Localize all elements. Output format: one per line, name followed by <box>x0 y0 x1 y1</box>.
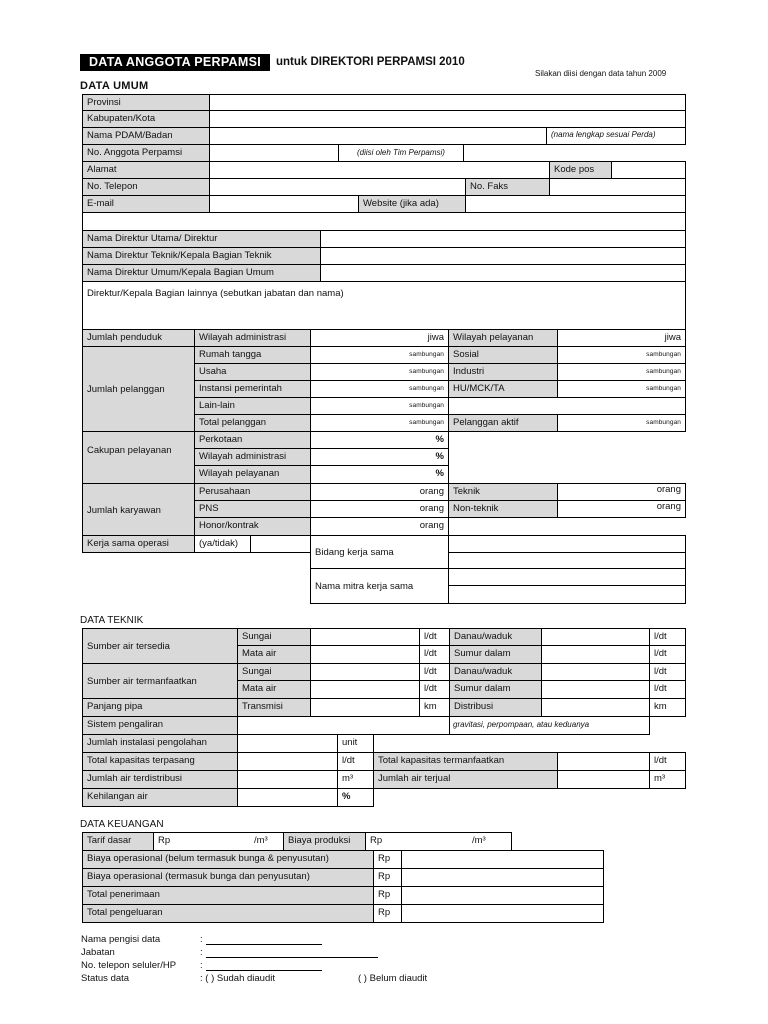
label-biaya-op-termasuk: Biaya operasional (termasuk bunga dan penyusutan) <box>82 868 374 887</box>
field-total-pengeluaran[interactable] <box>401 904 604 923</box>
field-air-terjual[interactable] <box>557 770 650 789</box>
field-mitra-1[interactable] <box>448 568 686 586</box>
label-sumber-termanfaatkan: Sumber air termanfaatkan <box>82 663 238 699</box>
label-jumlah-penduduk: Jumlah penduduk <box>82 329 195 347</box>
field-kode-pos[interactable] <box>611 161 686 179</box>
field-cakupan-perkotaan[interactable]: % <box>310 431 449 449</box>
label-rumah-tangga: Rumah tangga <box>194 346 311 364</box>
label-kapasitas-termanfaatkan: Total kapasitas termanfaatkan <box>373 752 558 771</box>
colon: : <box>200 947 203 958</box>
label-no-telepon: No. Telepon <box>82 178 210 196</box>
unit-ldt: l/dt <box>419 680 450 699</box>
field-transmisi[interactable] <box>310 698 420 717</box>
label-panjang-pipa: Panjang pipa <box>82 698 238 717</box>
field-sosial[interactable]: sambungan <box>557 346 686 364</box>
field-nama-pengisi[interactable] <box>206 944 322 945</box>
field-mata-air-tersedia[interactable] <box>310 645 420 664</box>
field-biaya-op-belum[interactable] <box>401 850 604 869</box>
field-kapasitas-terpasang[interactable] <box>237 752 338 771</box>
label-kerja-sama: Kerja sama operasi <box>82 535 195 553</box>
label-perusahaan: Perusahaan <box>194 483 311 501</box>
field-danau-tersedia[interactable] <box>541 628 650 646</box>
label-tarif-dasar: Tarif dasar <box>82 832 154 851</box>
currency-rp: Rp <box>158 835 171 846</box>
label-biaya-produksi: Biaya produksi <box>283 832 366 851</box>
instruction-note: Silakan diisi dengan data tahun 2009 <box>535 69 667 78</box>
label-kode-pos: Kode pos <box>549 161 612 179</box>
unit-ldt: l/dt <box>649 663 686 681</box>
label-total-penerimaan: Total penerimaan <box>82 886 374 905</box>
field-distribusi[interactable] <box>541 698 650 717</box>
label-wilayah-administrasi: Wilayah administrasi <box>194 329 311 347</box>
section-heading-data-keuangan: DATA KEUANGAN <box>80 819 164 830</box>
field-provinsi[interactable] <box>209 94 686 111</box>
checkbox-belum-diaudit[interactable]: ( ) Belum diaudit <box>358 973 428 984</box>
label-alamat: Alamat <box>82 161 210 179</box>
field-karyawan-non-teknik[interactable]: orang <box>557 500 686 518</box>
label-air-terjual: Jumlah air terjual <box>373 770 558 789</box>
label-sumur-tersedia: Sumur dalam <box>449 645 542 664</box>
unit-ldt: l/dt <box>649 645 686 664</box>
currency-rp: Rp <box>370 835 383 846</box>
unit-persen: % <box>337 788 374 807</box>
field-industri[interactable]: sambungan <box>557 363 686 381</box>
field-sumur-termanfaatkan[interactable] <box>541 680 650 699</box>
label-mata-air-termanfaatkan: Mata air <box>237 680 311 699</box>
label-kehilangan-air: Kehilangan air <box>82 788 238 807</box>
section-heading-data-umum: DATA UMUM <box>80 80 149 92</box>
field-website[interactable] <box>465 195 686 213</box>
field-jabatan[interactable] <box>206 957 378 958</box>
unit-ldt: l/dt <box>337 752 374 771</box>
field-email[interactable] <box>209 195 359 213</box>
currency-rp: Rp <box>373 868 402 887</box>
label-honor: Honor/kontrak <box>194 517 311 536</box>
label-direktur-utama: Nama Direktur Utama/ Direktur <box>82 230 321 248</box>
field-sumur-tersedia[interactable] <box>541 645 650 664</box>
note-diisi-tim: (diisi oleh Tim Perpamsi) <box>338 144 464 162</box>
label-perkotaan: Perkotaan <box>194 431 311 449</box>
field-total-penerimaan[interactable] <box>401 886 604 905</box>
field-penduduk-pelayanan[interactable]: jiwa <box>557 329 686 347</box>
field-kapasitas-termanfaatkan[interactable] <box>557 752 650 771</box>
label-kapasitas-terpasang: Total kapasitas terpasang <box>82 752 238 771</box>
field-rumah-tangga[interactable]: sambungan <box>310 346 449 364</box>
label-lain-lain: Lain-lain <box>194 397 311 415</box>
label-no-faks: No. Faks <box>465 178 550 196</box>
label-usaha: Usaha <box>194 363 311 381</box>
unit-ldt: l/dt <box>649 680 686 699</box>
field-instansi[interactable]: sambungan <box>310 380 449 398</box>
label-instansi: Instansi pemerintah <box>194 380 311 398</box>
label-no-telepon-seluler: No. telepon seluler/HP <box>81 960 177 971</box>
field-instalasi[interactable] <box>237 734 338 753</box>
field-penduduk-administrasi[interactable]: jiwa <box>310 329 449 347</box>
label-danau-termanfaatkan: Danau/waduk <box>449 663 542 681</box>
label-no-anggota: No. Anggota Perpamsi <box>82 144 210 162</box>
label-sumur-termanfaatkan: Sumur dalam <box>449 680 542 699</box>
note-sistem-pengaliran: gravitasi, perpompaan, atau keduanya <box>449 716 650 735</box>
field-alamat[interactable] <box>209 161 550 179</box>
unit-ldt: l/dt <box>649 628 686 646</box>
field-kabupaten[interactable] <box>209 110 686 128</box>
field-danau-termanfaatkan[interactable] <box>541 663 650 681</box>
unit-ldt: l/dt <box>419 628 450 646</box>
unit-km: km <box>419 698 450 717</box>
unit-unit: unit <box>337 734 374 753</box>
field-biaya-op-termasuk[interactable] <box>401 868 604 887</box>
form-title: DATA ANGGOTA PERPAMSI <box>80 54 270 71</box>
field-cakupan-administrasi[interactable]: % <box>310 448 449 466</box>
label-sungai-termanfaatkan: Sungai <box>237 663 311 681</box>
field-kehilangan-air[interactable] <box>237 788 338 807</box>
label-hu-mck: HU/MCK/TA <box>448 380 558 398</box>
field-mata-air-termanfaatkan[interactable] <box>310 680 420 699</box>
label-bidang-kerja-sama: Bidang kerja sama <box>310 535 449 569</box>
unit-per-m3: /m³ <box>254 835 268 846</box>
label-ya-tidak: (ya/tidak) <box>194 535 251 553</box>
label-mata-air-tersedia: Mata air <box>237 645 311 664</box>
colon: : <box>200 934 203 945</box>
label-cakupan-administrasi: Wilayah administrasi <box>194 448 311 466</box>
label-danau-tersedia: Danau/waduk <box>449 628 542 646</box>
field-sungai-termanfaatkan[interactable] <box>310 663 420 681</box>
field-hu-mck[interactable]: sambungan <box>557 380 686 398</box>
label-sosial: Sosial <box>448 346 558 364</box>
label-cakupan-pelayanan: Wilayah pelayanan <box>194 465 311 484</box>
empty-cell <box>448 397 686 415</box>
field-cakupan-pelayanan[interactable]: % <box>310 465 449 484</box>
field-biaya-produksi[interactable] <box>365 832 512 851</box>
section-heading-data-teknik: DATA TEKNIK <box>80 615 144 626</box>
field-kerja-sama[interactable] <box>250 535 311 553</box>
label-nama-mitra: Nama mitra kerja sama <box>310 568 449 604</box>
field-pelanggan-aktif[interactable]: sambungan <box>557 414 686 432</box>
label-biaya-op-belum: Biaya operasional (belum termasuk bunga & penyusutan) <box>82 850 374 869</box>
label-teknik: Teknik <box>448 483 558 501</box>
label-pelanggan-aktif: Pelanggan aktif <box>448 414 558 432</box>
spacer-row <box>82 212 686 231</box>
label-jumlah-karyawan: Jumlah karyawan <box>82 483 195 536</box>
field-no-telepon-seluler[interactable] <box>206 970 322 971</box>
currency-rp: Rp <box>373 886 402 905</box>
field-bidang-2[interactable] <box>448 552 686 569</box>
field-no-anggota[interactable] <box>209 144 339 162</box>
field-air-terdistribusi[interactable] <box>237 770 338 789</box>
unit-ldt: l/dt <box>649 752 686 771</box>
field-sistem-pengaliran[interactable] <box>237 716 450 735</box>
field-sungai-tersedia[interactable] <box>310 628 420 646</box>
label-jabatan: Jabatan <box>81 947 115 958</box>
label-kabupaten: Kabupaten/Kota <box>82 110 210 128</box>
unit-ldt: l/dt <box>419 645 450 664</box>
field-karyawan-honor[interactable]: orang <box>310 517 449 536</box>
field-tarif-dasar[interactable] <box>153 832 284 851</box>
field-total-pelanggan[interactable]: sambungan <box>310 414 449 432</box>
form-subtitle: untuk DIREKTORI PERPAMSI 2010 <box>276 56 465 68</box>
unit-m3: m³ <box>337 770 374 789</box>
label-total-pengeluaran: Total pengeluaran <box>82 904 374 923</box>
field-bidang-1[interactable] <box>448 535 686 553</box>
unit-ldt: l/dt <box>419 663 450 681</box>
label-wilayah-pelayanan: Wilayah pelayanan <box>448 329 558 347</box>
currency-rp: Rp <box>373 850 402 869</box>
label-nama-pdam: Nama PDAM/Badan <box>82 127 210 145</box>
field-karyawan-pns[interactable]: orang <box>310 500 449 518</box>
label-distribusi: Distribusi <box>449 698 542 717</box>
field-direktur-utama[interactable] <box>320 230 686 248</box>
label-air-terdistribusi: Jumlah air terdistribusi <box>82 770 238 789</box>
field-karyawan-perusahaan[interactable]: orang <box>310 483 449 501</box>
label-total-pelanggan: Total pelanggan <box>194 414 311 432</box>
label-pns: PNS <box>194 500 311 518</box>
label-jumlah-pelanggan: Jumlah pelanggan <box>82 346 195 432</box>
label-sumber-tersedia: Sumber air tersedia <box>82 628 238 664</box>
label-provinsi: Provinsi <box>82 94 210 111</box>
label-industri: Industri <box>448 363 558 381</box>
label-cakupan: Cakupan pelayanan <box>82 431 195 484</box>
label-email: E-mail <box>82 195 210 213</box>
label-direktur-umum: Nama Direktur Umum/Kepala Bagian Umum <box>82 264 321 282</box>
label-status-data: Status data <box>81 973 130 984</box>
unit-per-m3: /m³ <box>472 835 486 846</box>
field-no-telepon[interactable] <box>209 178 466 196</box>
field-direktur-teknik[interactable] <box>320 247 686 265</box>
checkbox-sudah-diaudit[interactable]: : ( ) Sudah diaudit <box>200 973 275 984</box>
field-usaha[interactable]: sambungan <box>310 363 449 381</box>
label-transmisi: Transmisi <box>237 698 311 717</box>
label-instalasi: Jumlah instalasi pengolahan <box>82 734 238 753</box>
field-direktur-umum[interactable] <box>320 264 686 282</box>
colon: : <box>200 960 203 971</box>
label-direktur-teknik: Nama Direktur Teknik/Kepala Bagian Teknik <box>82 247 321 265</box>
unit-km: km <box>649 698 686 717</box>
label-non-teknik: Non-teknik <box>448 500 558 518</box>
currency-rp: Rp <box>373 904 402 923</box>
label-nama-pengisi: Nama pengisi data <box>81 934 161 945</box>
unit-m3: m³ <box>649 770 686 789</box>
field-lain-lain[interactable]: sambungan <box>310 397 449 415</box>
field-karyawan-teknik[interactable]: orang <box>557 483 686 501</box>
label-sistem-pengaliran: Sistem pengaliran <box>82 716 238 735</box>
field-no-faks[interactable] <box>549 178 686 196</box>
note-nama-lengkap: (nama lengkap sesuai Perda) <box>546 127 686 145</box>
field-direktur-lainnya[interactable] <box>82 281 686 330</box>
label-direktur-lainnya: Direktur/Kepala Bagian lainnya (sebutkan jabatan dan nama) <box>87 288 344 299</box>
field-mitra-2[interactable] <box>448 585 686 604</box>
label-sungai-tersedia: Sungai <box>237 628 311 646</box>
label-website: Website (jika ada) <box>358 195 466 213</box>
